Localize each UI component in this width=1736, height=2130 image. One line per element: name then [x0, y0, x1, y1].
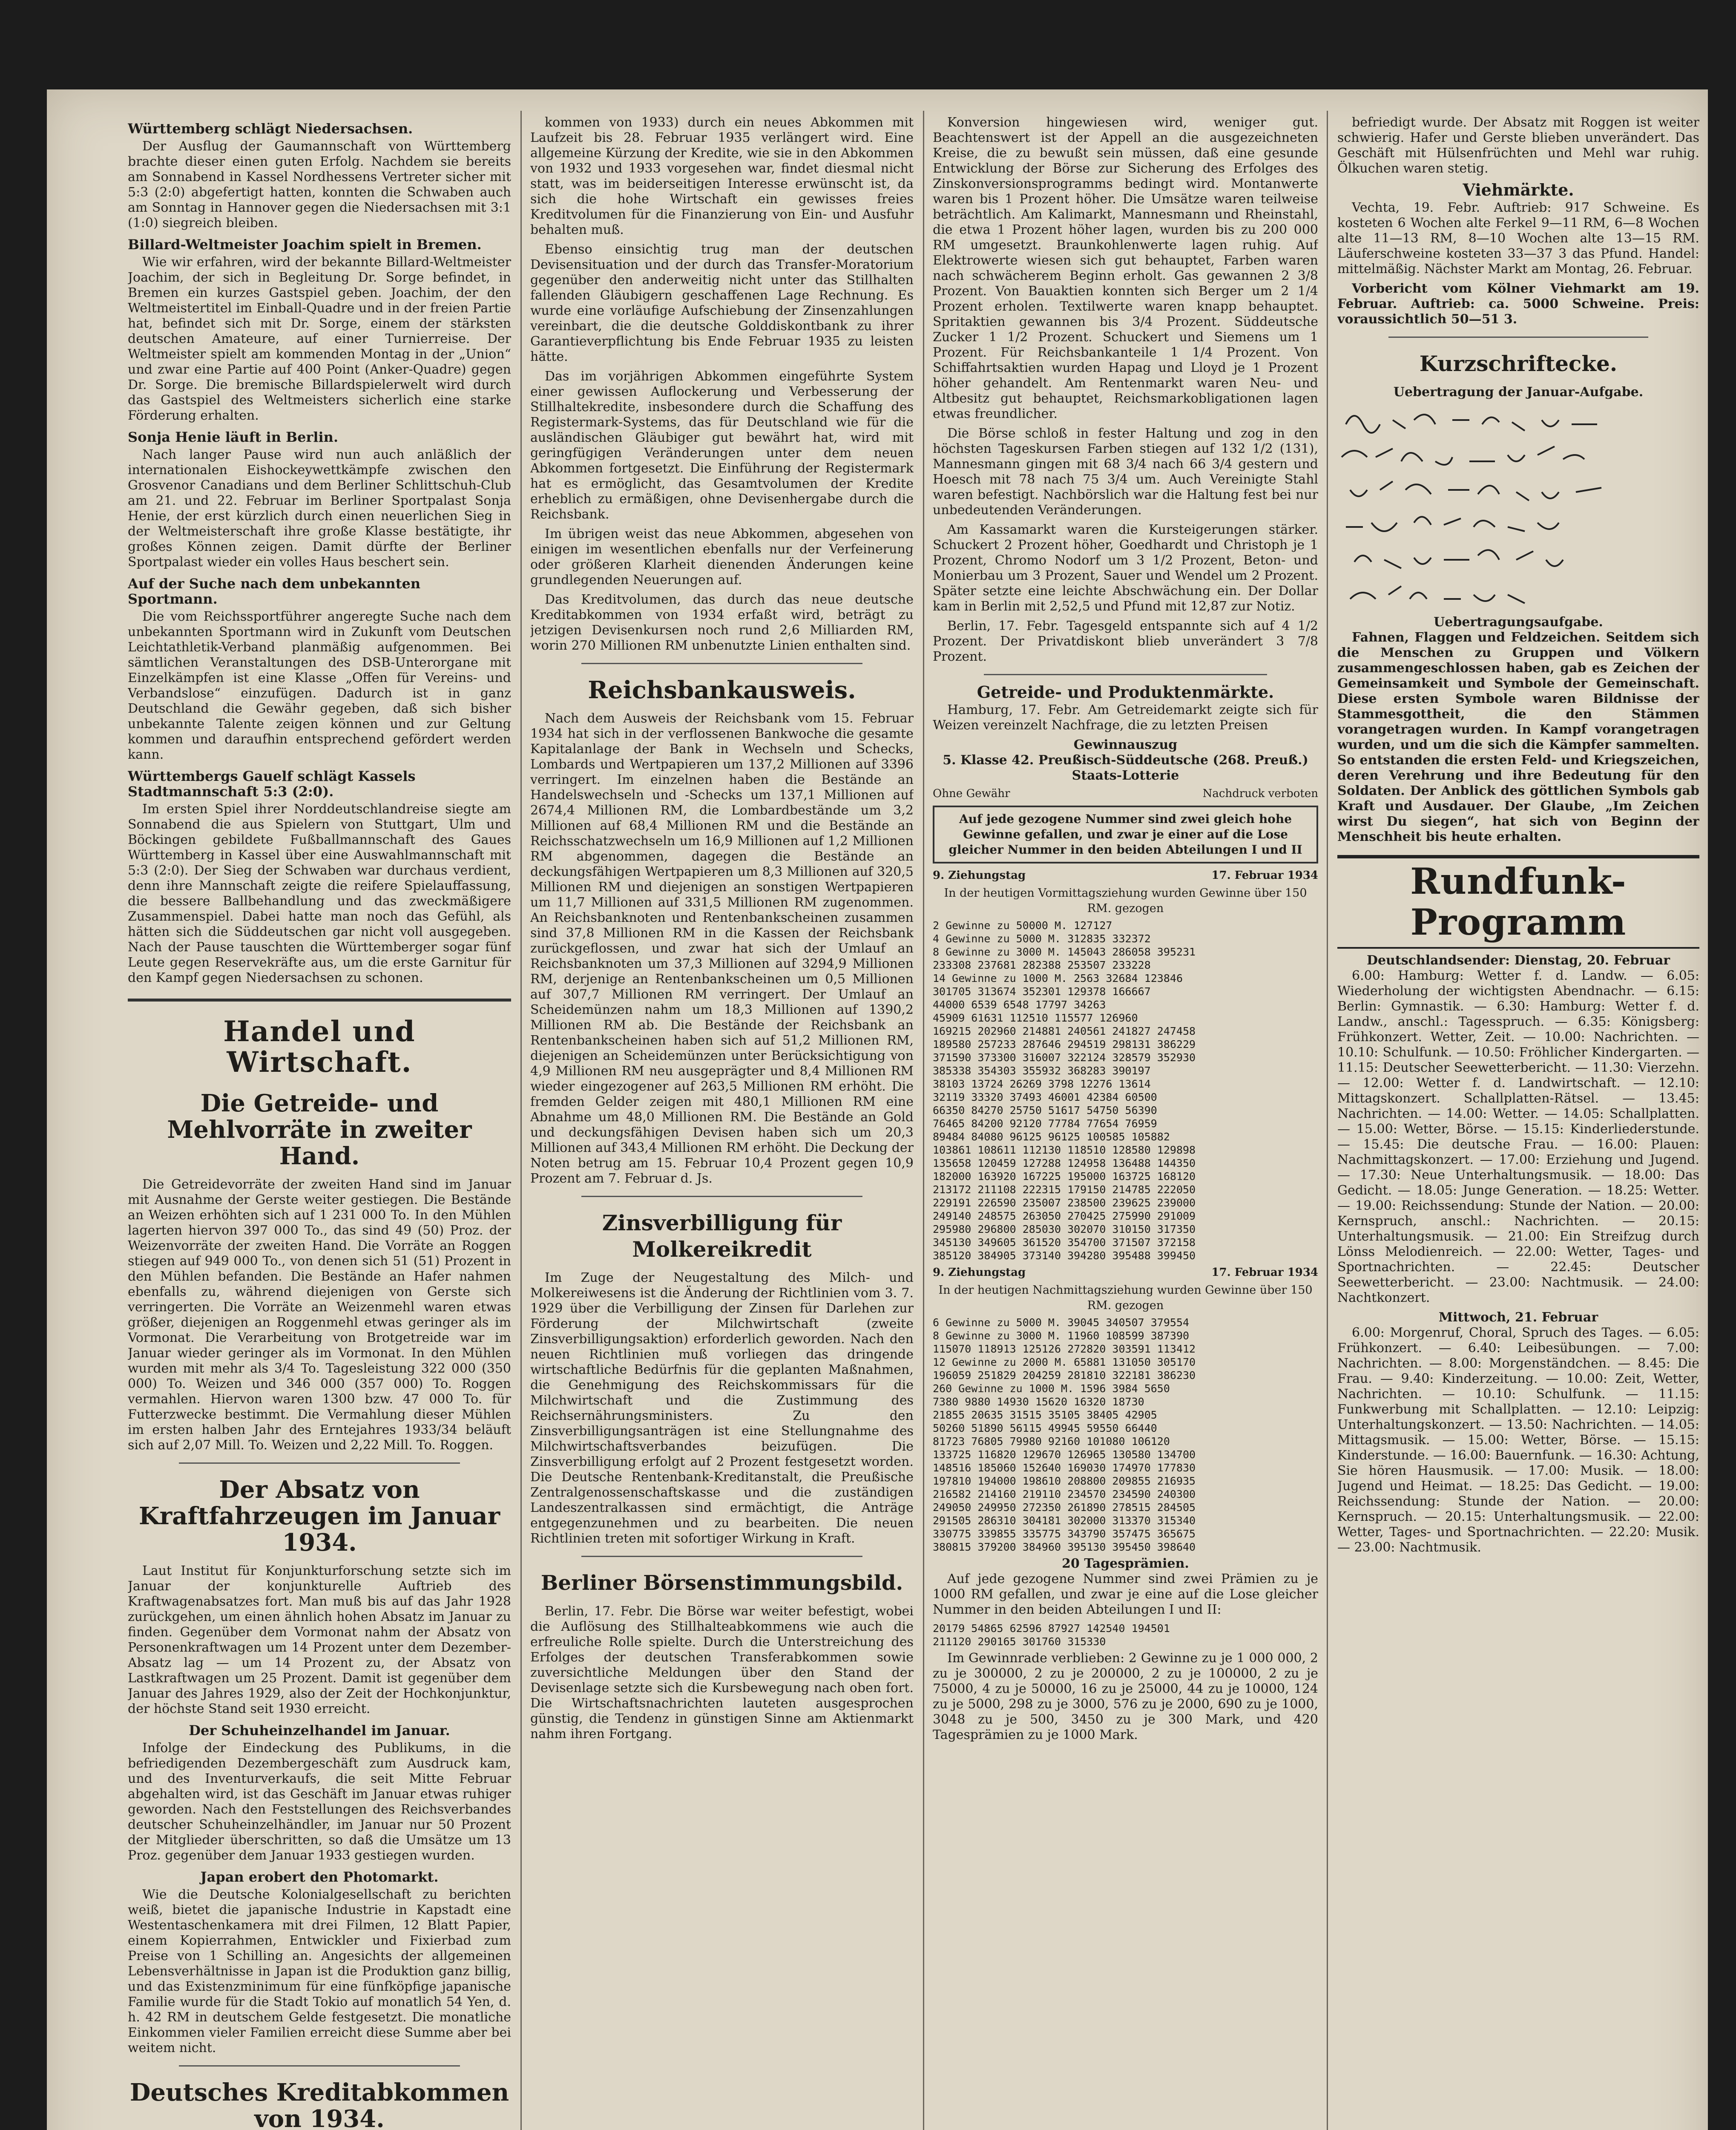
section-divider: [128, 999, 511, 1002]
article-divider: [581, 663, 862, 664]
boerse-cont-3: Am Kassamarkt waren die Kursteigerungen stärker. Schuckert 2 Prozent höher, Goedhardt und Christoph je 1 Prozent, Chromo Nodorf um 3 1/2 Prozent, Beton- und Monierbau um 3 Prozent, Sauer und Wendel um 2 Prozent. Später setzte eine leichte Abschwächung ein. Der Dollar kam in Berlin mit 2,52,5 und Pfund mit 12,87 zur Notiz.: [933, 522, 1318, 614]
radio-program-day-2: Mittwoch, 21. Februar: [1438, 1310, 1598, 1325]
article-title-getreide: Getreide- und Produktenmärkte.: [977, 682, 1274, 702]
draw-2-day: 9. Ziehungstag: [933, 1266, 1026, 1279]
draw-1-note: In der heutigen Vormittagsziehung wurden Gewinne über 150 RM. gezogen: [944, 887, 1307, 915]
section-title: Handel und Wirtschaft.: [223, 1015, 416, 1079]
article-title-boerse: Berliner Börsenstimmungsbild.: [540, 1571, 903, 1595]
draw-1-date: 17. Februar 1934: [1211, 869, 1318, 882]
draw-2-header: [933, 1265, 1318, 1280]
credit-cont-5: Das Kreditvolumen, das durch das neue deutsche Kreditabkommen von 1934 erfaßt wird, beträgt zu jetzigen Devisenkursen noch rund 2,6 Milliarden RM, worin 270 Millionen RM unbenutzte Linien enthalten sind.: [530, 592, 914, 653]
column-rule: [923, 111, 924, 2130]
article-divider: [984, 674, 1267, 675]
article-title-vieh: Viehmärkte.: [1463, 180, 1574, 199]
article-title-cars: Der Absatz von Kraftfahrzeugen im Januar 1934.: [138, 1476, 500, 1557]
draw-2-numbers: 6 Gewinne zu 5000 M. 39045 340507 379554 8 Gewinne zu 3000 M. 11960 108599 387390 115070 118913 125126 272820 303591 113412 12 Gewinne zu 2000 M. 65881 131050 305170 196059 251829 204259 281810 322181 386230 260 Gewinne zu 1000 M. 1596 3984 5650 7380 9880 14930 15620 16320 18730 21855 20635 31515 35105 38405 42905 50260 51890 56115 49945 59550 66440 81723 76805 79980 92160 101080 106120 133725 116820 129670 126965 130580 134700 148516 185060 152640 169030 174970 177830 197810 194000 198610 208800 209855 216935 216582 214160 219110 234570 234590 240300 249050 249950 272350 261890 278515 284505 291505 286310 304181 302000 313370 315340 330775 339855 335775 343790 357475 365675 380815 379200 384960 395130 395450 398640: [933, 1316, 1196, 1553]
article-divider: [1388, 337, 1648, 338]
lottery-summary: Im Gewinnrade verblieben: 2 Gewinne zu je 1 000 000, 2 zu je 300000, 2 zu je 200000, 2 zu je 100000, 2 zu je 75000, 4 zu je 50000, 16 zu je 25000, 44 zu je 10000, 124 zu je 5000, 298 zu je 3000, 576 zu je 2000, 690 zu je 1000, 3048 zu je 500, 3450 zu je 300 Mark, und 420 Tagesprämien zu je 1000 Mark.: [933, 1651, 1318, 1742]
sport-text-1: Der Ausflug der Gaumannschaft von Württemberg brachte dieser einen guten Erfolg. Nachdem sie bereits am Sonnabend in Kassel Nordhessens Vertreter sicher mit 5:3 (2:0) abgefertigt hatten, konnten die Schwaben auch am Sonntag in Hannover gegen die Niedersachsen mit 3:1 (1:0) siegreich bleiben.: [128, 139, 511, 230]
article-title-zins: Zinsverbilligung für Molkereikredit: [602, 1210, 842, 1262]
grain-cont: befriedigt wurde. Der Absatz mit Roggen ist weiter schwierig. Hafer und Gerste blieben unverändert. Das Geschäft mit Hülsenfrüchten und Mehl war ruhig. Ölkuchen waren stetig.: [1337, 115, 1699, 176]
boerse-cont-1: Konversion hingewiesen wird, weniger gut. Beachtenswert ist der Appell an die ausgezeichneten Kreise, die zu bewußt sein müssen, daß eine gesunde Entwicklung der Börse zur Sicherung des Erfolges des Zinskonversionsprogramms bedingt wird. Montanwerte waren bis 1 Prozent höher. Die Umsätze waren teilweise beträchtlich. Am Kalimarkt, Mannesmann und Rheinstahl, die etwa 1 Prozent höher lagen, wurden bis zu 200 000 RM umgesetzt. Braunkohlenwerte lagen ruhig. Auf Elektrowerte wiesen sich gut behauptet, Farben waren nach schwächerem Beginn erholt. Gas gewannen 2 3/8 Prozent. Von Bauaktien konnten sich Berger um 2 1/4 Prozent erholen. Textilwerte waren knapp behauptet. Spritaktien gewannen bis 3/4 Prozent. Süddeutsche Zucker 1 1/2 Prozent. Schuckert und Siemens um 1 Prozent. Für Reichsbankanteile 1 1/4 Prozent. Von Schiffahrtsaktien wurden Hapag und Lloyd je 1 Prozent höher gehandelt. Am Rentenmarkt waren Neu- und Altbesitz gut behauptet, Reichsmarkobligationen lagen etwas freundlicher.: [933, 115, 1318, 421]
radio-program-text-2: 6.00: Morgenruf, Choral, Spruch des Tages. — 6.05: Frühkonzert. — 6.40: Leibesübungen. — 7.00: Nachrichten. — 8.00: Morgenständchen. — 8.45: Die Frau. — 9.40: Kinderzeitung. — 10.00: Zeit, Wetter, Nachrichten. — 10.10: Schulfunk. — 11.15: Funkwerbung mit Schallplatten. — 12.10: Leipzig: Unterhaltungskonzert. — 13.50: Nachrichten. — 14.05: Mittagsmusik. — 15.00: Wetter, Börse. — 15.15: Kinderstunde. — 16.00: Bauernfunk. — 16.30: Achtung, Sie hören Hausmusik. — 17.00: Musik. — 18.00: Jugend und Heimat. — 18.25: Das Gedicht. — 19.00: Reichssendung: Stunde der Nation. — 20.00: Kernspruch. — 20.15: Unterhaltungsmusik. — 22.00: Wetter, Tages- und Sportnachrichten. — 22.20: Musik. — 23.00: Nachtmusik.: [1337, 1325, 1699, 1555]
article-text-boerse: Berlin, 17. Febr. Die Börse war weiter befestigt, wobei die Auflösung des Stillhalteabkommens wie auch die erfreuliche Rolle spielte. Durch die Unterstreichung des Erfolges der deutschen Transferabkommen sowie zuversichtliche Meldungen über den Stand der Devisenlage setzte sich die Kursbewegung nach oben fort. Die Wirtschaftsnachrichten lauteten ausgesprochen günstig, die Tendenz in günstigen Sinne am Aktienmarkt nahm ihren Fortgang.: [530, 1604, 914, 1741]
boerse-cont-2: Die Börse schloß in fester Haltung und zog in den höchsten Tageskursen Farben stiegen auf 132 1/2 (131), Mannesmann gingen mit 68 3/4 nach 66 3/4 gestern und Hoesch mit 78 nach 75 3/4 um. Auch Vereinigte Stahl waren befestigt. Nachbörslich war die Haltung fest bei nur unbedeutenden Veränderungen.: [933, 426, 1318, 518]
article-divider: [179, 2065, 460, 2067]
sport-text-2: Wie wir erfahren, wird der bekannte Billard-Weltmeister Joachim, der sich in Begleitung Dr. Sorge befindet, in Bremen ein kurzes Gastspiel geben. Joachim, der den Weltmeistertitel im Einball-Quadre und in der freien Partie hat, befindet sich mit Dr. Sorge, einem der stärksten deutschen Amateure, auf einer Turnierreise. Der Weltmeister spielt am kommenden Montag in der „Union“ und zwar eine Partie auf 400 Point (Anker-Quadre) gegen Dr. Sorge. Die bremische Billardspielerwelt wird durch das Gastspiel des Weltmeisters sicherlich eine starke Förderung erhalten.: [128, 255, 511, 423]
credit-cont-2: Ebenso einsichtig trug man der deutschen Devisensituation und der durch das Transfer-Moratorium gegenüber den anderweitig nicht unter das Stillhalten fallenden Gläubigern geschaffenen Lage Rechnung. Es wurde eine vorläufige Aufschiebung der Zinsenzahlungen vereinbart, die die deutsche Golddiskontbank zu ihrer Garantieverpflichtung bis Ende Februar 1935 zu leisten hätte.: [530, 242, 914, 364]
article-title-shoes: Der Schuheinzelhandel im Januar.: [189, 1722, 450, 1739]
shorthand-line: [1337, 475, 1699, 505]
column-3: [933, 115, 1318, 2130]
draw-2-date: 17. Februar 1934: [1211, 1266, 1318, 1279]
article-text-reichsbank: Nach dem Ausweis der Reichsbank vom 15. Februar 1934 hat sich in der verflossenen Bankwoche die gesamte Kapitalanlage der Bank in Wechseln und Schecks, Lombards und Wertpapieren um 137,2 Millionen auf 3396 verringert. Im einzelnen haben die Bestände an Handelswechseln und -Schecks um 137,1 Millionen auf 2674,4 Millionen RM, die Lombardbestände um 3,2 Millionen auf 68,4 Millionen RM und die Bestände an Reichsschatzwechseln um 16,9 Millionen auf 1,2 Millionen RM abgenommen, dagegen die Bestände an deckungsfähigen Wertpapieren um 8,3 Millionen auf 320,5 Millionen RM und diejenigen an sonstigen Wertpapieren um 11,7 Millionen auf 331,5 Millionen RM zugenommen. An Reichsbanknoten und Rentenbankscheinen zusammen sind 37,8 Millionen RM in die Kassen der Reichsbank zurückgeflossen, und zwar hat sich der Umlauf an Reichsbanknoten um 37,3 Millionen auf 3294,9 Millionen RM, derjenige an Rentenbankscheinen um 0,5 Millionen auf 307,7 Millionen RM verringert. Der Umlauf an Scheidemünzen nahm um 18,3 Millionen auf 1390,2 Millionen RM ab. Die Bestände der Reichsbank an Rentenbankscheinen haben sich auf 51,2 Millionen RM, diejenigen an Scheidemünzen unter Berücksichtigung von 4,9 Millionen RM neu ausgeprägter und 8,4 Millionen RM wieder eingezogener auf 263,5 Millionen RM erhöht. Die fremden Gelder zeigen mit 480,1 Millionen RM eine Abnahme um 48,0 Millionen RM. Die Bestände an Gold und deckungsfähigen Devisen haben sich um 20,3 Millionen auf 343,4 Millionen RM erhöht. Die Deckung der Noten betrug am 15. Februar 10,4 Prozent gegen 10,9 Prozent am 7. Februar d. Js.: [530, 711, 914, 1186]
article-divider: [581, 1556, 862, 1557]
radio-program-title: Rundfunk-Programm: [1337, 855, 1699, 949]
draw-2-note: In der heutigen Nachmittagsziehung wurden Gewinne über 150 RM. gezogen: [938, 1284, 1313, 1312]
sport-title-1: Württemberg schlägt Niedersachsen.: [128, 121, 413, 137]
article-text-japan: Wie die Deutsche Kolonialgesellschaft zu berichten weiß, bietet die japanische Industrie in Kapstadt eine Westentaschenkamera mit drei Filmen, 12 Blatt Papier, einem Kopierrahmen, Entwickler und Fixierbad zum Preise von 1 Schilling an. Angesichts der allgemeinen Lebensverhältnisse in Japan ist die Produktion ganz billig, und das Existenzminimum für eine fünfköpfige japanische Familie wurde für die Stadt Tokio auf monatlich 54 Yen, d. h. 42 RM in deutschem Gelde festgesetzt. Die monatliche Einkommen vieler Familien erreicht diese Summe aber bei weitem nicht.: [128, 1887, 511, 2055]
article-title-credit: Deutsches Kreditabkommen von 1934.: [129, 2078, 509, 2130]
radio-program-intro: Deutschlandsender: Dienstag, 20. Februar: [1366, 953, 1670, 968]
sport-text-4: Die vom Reichssportführer angeregte Suche nach dem unbekannten Sportmann wird in Zukunft vom Deutschen Leichtathletik-Verband planmäßig aufgenommen. Bei sämtlichen Veranstaltungen des DSB-Unterorgane mit Einzelkämpfen ist eine Klasse „Offen für Vereins- und Verbandslose“ einzufügen. Dadurch ist in ganz Deutschland die Gewähr gegeben, daß sich bisher unbekannte Talente zeigen können und zur Geltung kommen und daraufhin entsprechend gefördert werden kann.: [128, 609, 511, 762]
lottery-head-1: Gewinnauszug: [1073, 737, 1178, 752]
shorthand-line: [1337, 405, 1699, 435]
credit-cont-3: Das im vorjährigen Abkommen eingeführte System einer gewissen Auflockerung und Verbesserung der Stillhaltekredite, insbesondere durch die Schaffung des Registermark-Systems, das für Deutschland wie für die ausländischen Gläubiger gut bewährt hat, wird mit geringfügigen Veränderungen unter dem neuen Abkommen fortgesetzt. Die Einführung der Registermark hat es ermöglicht, das Gesamtvolumen der Kredite erheblich zu ermäßigen, ohne Devisenhergabe durch die Reichsbank.: [530, 369, 914, 522]
column-4: [1337, 115, 1699, 2130]
draw-1-numbers: 2 Gewinne zu 50000 M. 127127 4 Gewinne zu 5000 M. 312835 332372 8 Gewinne zu 3000 M. 145043 286058 395231 233308 237681 282388 253507 233228 14 Gewinne zu 1000 M. 2563 32684 123846 301705 313674 352301 129378 166667 44000 6539 6548 17797 34263 45909 61631 112510 115577 126960 169215 202960 214881 240561 241827 247458 189580 257233 287646 294519 298131 386229 371590 373300 316007 322124 328579 352930 385338 354303 355932 368283 390197 38103 13724 26269 3798 12276 13614 32119 33320 37493 46001 42384 60500 66350 84270 25750 51617 54750 56390 76465 84200 92120 77784 77654 76959 89484 84080 96125 96125 100585 105882 103861 108611 112130 118510 128580 129898 135658 120459 127288 124958 136488 144350 182000 163920 167225 195000 163725 168120 213172 211108 222315 179150 214785 222050 229191 226590 235007 238500 239625 239000 249140 248575 263050 270425 275990 291009 295980 296800 285030 302070 310150 317350 345130 349605 361520 354700 371507 372158 385120 384905 373140 394280 395488 399450: [933, 919, 1196, 1262]
draw-1-day: 9. Ziehungstag: [933, 869, 1026, 882]
lottery-notice-box: Auf jede gezogene Nummer sind zwei gleich hohe Gewinne gefallen, und zwar je einer auf die Lose gleicher Nummer in den beiden Abteilungen I und II: [933, 806, 1318, 864]
shorthand-task-title: Uebertragungsaufgabe.: [1434, 615, 1603, 630]
shorthand-task-text: Fahnen, Flaggen und Feldzeichen. Seitdem sich die Menschen zu Gruppen und Völkern zusammengeschlossen haben, gab es Zeichen der Gemeinsamkeit und Symbole der Gemeinschaft. Diese ersten Symbole waren Bildnisse der Stammesgottheit, die den Stämmen vorangetragen wurden. In Kampf vorangetragen wurden, und um die sich die Kämpfer sammelten. So entstanden die ersten Feld- und Kriegszeichen, deren Verehrung und ihre Bedeutung für den Soldaten. Der Anblick des göttlichen Symbols gab Kraft und Ausdauer. Der Glaube, „Im Zeichen wirst Du siegen“, hat sich von Beginn der Menschheit bis heute erhalten.: [1337, 630, 1699, 844]
article-title-grain: Die Getreide- und Mehlvorräte in zweiter Hand.: [167, 1089, 472, 1170]
article-title-reichsbank: Reichsbankausweis.: [588, 676, 856, 704]
sport-text-3: Nach langer Pause wird nun auch anläßlich der internationalen Eishockeywettkämpfe zwischen den Grosvenor Canadians und dem Berliner Schlittschuh-Club am 21. und 22. Februar im Berliner Sportpalast Sonja Henie, der erst kürzlich durch einen neuerlichen Sieg in der Weltmeisterschaft ihre große Klasse bestätigte, ihr großes Können zeigen. Damit dürfte der Berliner Sportpalast wieder ein volles Haus beschert sein.: [128, 447, 511, 570]
shorthand-subtitle: Uebertragung der Januar-Aufgabe.: [1393, 385, 1644, 400]
sport-title-5: Württembergs Gauelf schlägt Kassels Stadtmannschaft 5:3 (2:0).: [128, 768, 416, 800]
article-text-vieh-koeln: Vorbericht vom Kölner Viehmarkt am 19. Februar. Auftrieb: ca. 5000 Schweine. Preis: voraussichtlich 50—51 3.: [1337, 281, 1699, 327]
credit-cont-4: Im übrigen weist das neue Abkommen, abgesehen von einigen im wesentlichen ebenfalls nur der Verfeinerung oder größeren Klarheit dienenden Änderungen keine grundlegenden Neuerungen auf.: [530, 527, 914, 587]
sport-section: [128, 121, 511, 986]
shorthand-line: [1337, 510, 1699, 540]
geldmarkt-text: Berlin, 17. Febr. Tagesgeld entspannte sich auf 4 1/2 Prozent. Der Privatdiskont blieb unverändert 3 7/8 Prozent.: [933, 619, 1318, 664]
lottery-meta: [933, 786, 1318, 801]
column-1: [128, 115, 511, 2130]
radio-program-text: 6.00: Hamburg: Wetter f. d. Landw. — 6.05: Wiederholung der wichtigsten Abendnachr. — 6.15: Berlin: Gymnastik. — 6.30: Hamburg: Wetter f. d. Landw., anschl.: Tagesspruch. — 6.35: Königsberg: Frühkonzert. Wetter, Zeit. — 10.00: Nachrichten. — 10.10: Schulfunk. — 10.50: Fröhlicher Kindergarten. — 11.15: Deutscher Seewetterbericht. — 11.30: Vierzehn. — 12.00: Wetter f. d. Landwirtschaft. — 12.10: Mittagskonzert. Schallplatten-Rätsel. — 13.45: Nachrichten. — 14.00: Wetter. — 14.05: Schallplatten. — 15.00: Wetter, Börse. — 15.15: Kinderliederstunde. — 15.45: Die deutsche Frau. — 16.00: Plauen: Nachmittagskonzert. — 17.00: Erziehung und Jugend. — 17.30: Neue Unterhaltungsmusik. — 18.00: Das Gedicht. — 18.05: Junge Generation. — 18.25: Wetter. — 19.00: Reichssendung: Stunde der Nation. — 20.00: Kernspruch, anschl.: Nachrichten. — 20.15: Unterhaltungsmusik. — 21.00: Ein Streifzug durch Lönss Melodienreich. — 22.00: Wetter, Tages- und Sportnachrichten. — 22.45: Deutscher Seewetterbericht. — 23.00: Nachtmusik. — 24.00: Nachtkonzert.: [1337, 968, 1699, 1305]
sport-title-4: Auf der Suche nach dem unbekannten Sportmann.: [128, 576, 421, 607]
article-text-cars: Laut Institut für Konjunkturforschung setzte sich im Januar der konjunkturelle Auftrieb des Kraftwagenabsatzes fort. Man muß bis auf das Jahr 1928 zurückgehen, um einen ähnlich hohen Absatz im Januar zu finden. Gegenüber dem Vormonat nahm der Absatz von Personenkraftwagen um 14 Prozent unter dem Dezember-Absatz lag — um 14 Prozent zu, der Absatz von Lastkraftwagen um 25 Prozent. Damit ist gegenüber dem Januar des Jahres 1929, also der Zeit der Hochkonjunktur, der höchste Stand seit 1930 erreicht.: [128, 1563, 511, 1716]
article-divider: [581, 1196, 862, 1197]
lottery-head-2: 5. Klasse 42. Preußisch-Süddeutsche (268. Preuß.) Staats-Lotterie: [943, 753, 1308, 783]
premium-head: 20 Tagesprämien.: [1062, 1556, 1189, 1571]
credit-cont-1: kommen von 1933) durch ein neues Abkommen mit Laufzeit bis 28. Februar 1935 verlängert wird. Eine allgemeine Kürzung der Kredite, wie sie in den Abkommen von 1932 und 1933 vorgesehen war, findet diesmal nicht statt, was im beiderseitigen Interesse erwünscht ist, da sich die hohe Wirtschaft ein gewisses freies Kreditvolumen für die Finanzierung von Ein- und Ausfuhr behalten muß.: [530, 115, 914, 237]
shorthand-line: [1337, 440, 1699, 470]
article-divider: [179, 1462, 460, 1464]
article-text-getreide: Hamburg, 17. Febr. Am Getreidemarkt zeigte sich für Weizen vereinzelt Nachfrage, die zu letzten Preisen: [933, 702, 1318, 733]
column-2: [530, 115, 914, 2130]
draw-1-header: [933, 868, 1318, 883]
column-rule: [520, 111, 522, 2130]
article-title-japan: Japan erobert den Photomarkt.: [200, 1869, 439, 1885]
column-rule: [1327, 111, 1328, 2130]
sport-text-5: Im ersten Spiel ihrer Norddeutschlandreise siegte am Sonnabend die aus Spielern von Stuttgart, Ulm und Böckingen gebildete Fußballmannschaft des Gaues Württemberg in Kassel über eine Auswahlmannschaft mit 5:3 (2:0). Der Sieg der Schwaben war durchaus verdient, denn ihre Mannschaft zeigte die reifere Spielauffassung, die bessere Ballbehandlung und das zweckmäßigere Zusammenspiel. Dabei hatte man noch das Gefühl, als hätten sich die Süddeutschen gar nicht voll ausgegeben. Nach der Pause tauschten die Württemberger sogar fünf Leute gegen Reservekräfte aus, um die erste Garnitur für den Kampf gegen Niedersachsen zu schonen.: [128, 802, 511, 985]
newspaper-page: [47, 89, 1708, 2130]
article-text-zins: Im Zuge der Neugestaltung des Milch- und Molkereiwesens ist die Änderung der Richtlinien vom 3. 7. 1929 über die Verbilligung der Zinsen für Darlehen zur Förderung der Milchwirtschaft (zweite Zinsverbilligungsaktion) erforderlich geworden. Nach den neuen Richtlinien muß vorliegen das dringende wirtschaftliche Bedürfnis für die geplanten Maßnahmen, die Genehmigung des Reichskommissars für die Milchwirtschaft und die Zustimmung des Reichsernährungsministers. Zu den Zinsverbilligungsanträgen ist eine Stellungnahme des Milchwirtschaftsverbandes beizufügen. Die Zinsverbilligung erfolgt auf 2 Prozent festgesetzt worden. Die Deutsche Rentenbank-Kreditanstalt, die Preußische Zentralgenossenschaftskasse und die zuständigen Landeszentralkassen sind ermächtigt, die Anträge entgegenzunehmen und zu bearbeiten. Die neuen Richtlinien treten mit sofortiger Wirkung in Kraft.: [530, 1270, 914, 1546]
article-text-shoes: Infolge der Eindeckung des Publikums, in die befriedigenden Dezembergeschäft zum Ausdruck kam, und des Inventurverkaufs, die seit Mitte Februar abgehalten wird, ist das Geschäft im Januar etwas ruhiger geworden. Nach den Feststellungen des Reichsverbandes deutscher Schuheinzelhändler, im Januar nur 50 Prozent der Mitglieder überschritten, so daß die Umsätze um 13 Proz. gegenüber dem Januar 1933 gestiegen wurden.: [128, 1741, 511, 1863]
lottery-no-guarantee: Ohne Gewähr: [933, 787, 1010, 800]
sport-title-2: Billard-Weltmeister Joachim spielt in Bremen.: [128, 236, 482, 253]
lottery-no-reprint: Nachdruck verboten: [1202, 787, 1318, 800]
premium-note: Auf jede gezogene Nummer sind zwei Prämien zu je 1000 RM gefallen, und zwar je eine auf die Lose gleicher Nummer in den beiden Abteilungen I und II:: [933, 1572, 1318, 1617]
shorthand-sample: [1337, 405, 1699, 610]
article-text-grain: Die Getreidevorräte der zweiten Hand sind im Januar mit Ausnahme der Gerste weiter gestiegen. Die Bestände an Weizen erhöhten sich auf 1 231 000 To. In den Mühlen lagerten hiervon 397 000 To., das sind 49 (50) Proz. der Weizenvorräte der zweiten Hand. Die Vorräte an Roggen stiegen auf 949 000 To., von denen sich 51 (51) Prozent in den Mühlen befanden. Die Bestände an Hafer nahmen ebenfalls zu, während diejenigen von Gerste sich verringerten. Die Vorräte an Weizenmehl waren etwas größer, diejenigen an Roggenmehl etwas geringer als im Vormonat. Die Verarbeitung von Brotgetreide war im Januar wieder geringer als im Vormonat. In den Mühlen wurden mit mehr als 3/4 To. Tagesleistung 322 000 (350 000) To. Weizen und 346 000 (357 000) To. Roggen vermahlen. Hiervon waren 1300 bzw. 47 000 To. für Futterzwecke bestimmt. Die Vermahlung dieser Mühlen im ersten halben Jahr des Erntejahres 1933/34 beläuft sich auf 2,07 Mill. To. Weizen und 2,22 Mill. To. Roggen.: [128, 1177, 511, 1453]
shorthand-line: [1337, 580, 1699, 610]
sport-title-3: Sonja Henie läuft in Berlin.: [128, 429, 339, 445]
premium-numbers: 20179 54865 62596 87927 142540 194501 211120 290165 301760 315330: [933, 1622, 1170, 1648]
shorthand-title: Kurzschriftecke.: [1419, 351, 1618, 376]
article-text-vieh: Vechta, 19. Febr. Auftrieb: 917 Schweine. Es kosteten 6 Wochen alte Ferkel 9—11 RM, 6—8 Wochen alte 11—13 RM, 8—10 Wochen alte 13—15 RM. Läuferschweine kosteten 33—37 3 das Pfund. Handel: mittelmäßig. Nächster Markt am Montag, 26. Februar.: [1337, 200, 1699, 276]
shorthand-line: [1337, 545, 1699, 575]
